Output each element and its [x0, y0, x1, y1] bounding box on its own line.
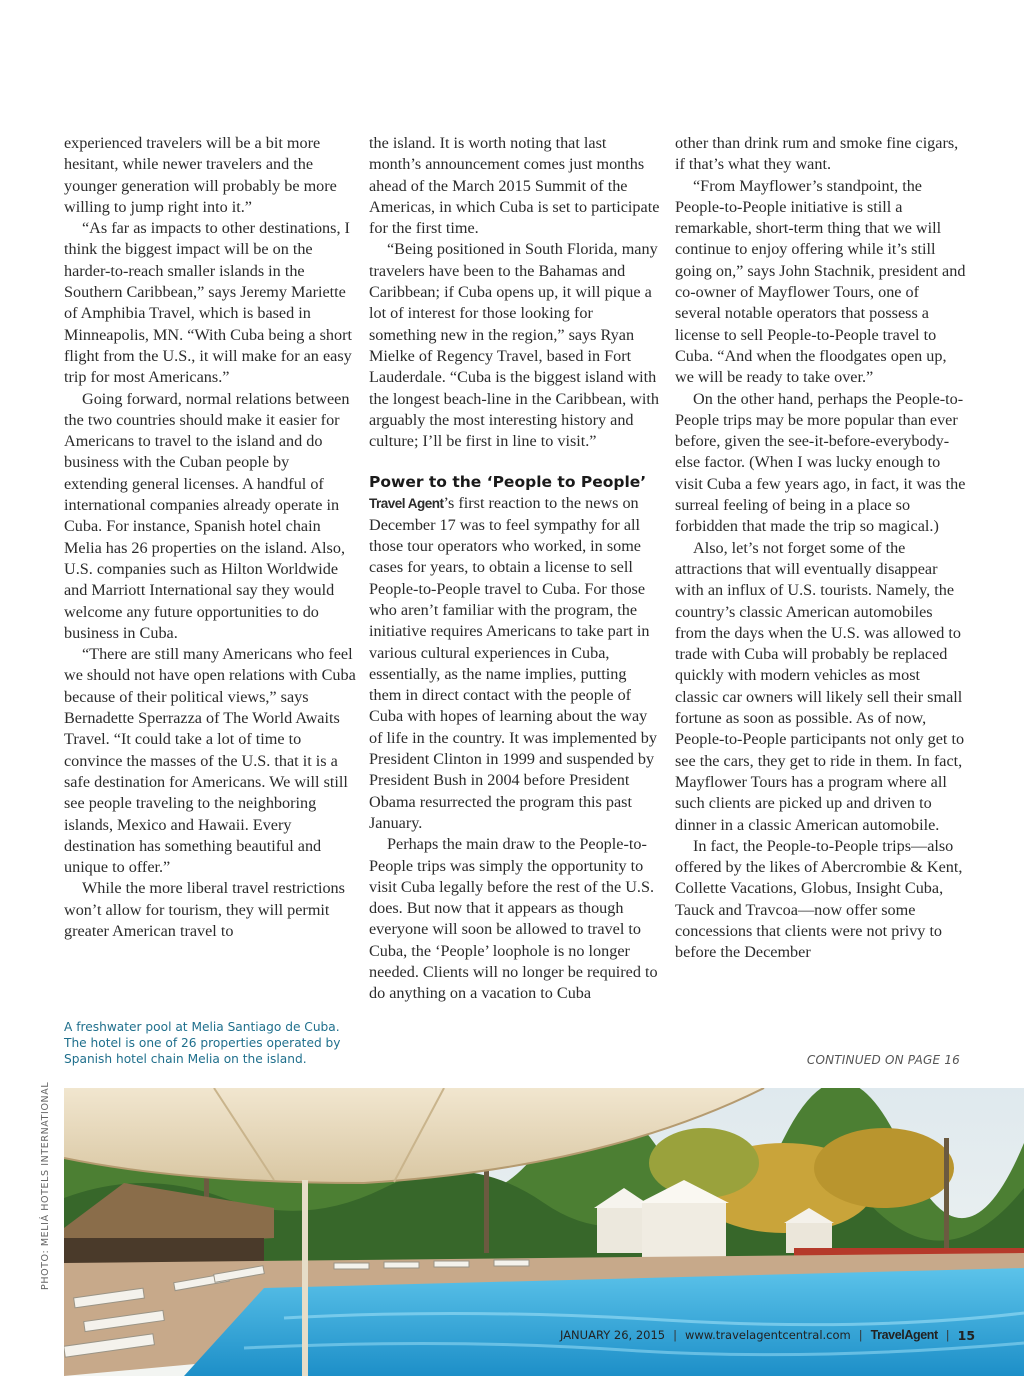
paragraph: “There are still many Americans who feel we should not have open relations with Cuba because of their political views,” says Bernadette Sperrazza of The World Awaits Travel. “It could take a lot of time to convince the masses of the U.S. that it is a safe destination for Americans. We will still see people traveling to the neighboring islands, Mexico and Hawaii. Every destination has something beautiful and unique to offer.” — [64, 645, 356, 877]
footer-separator: | — [945, 1328, 950, 1342]
paragraph: Also, let’s not forget some of the attractions that will eventually disappear with an influx of U.S. tourists. Namely, the country’s classic American automobiles from the days when the U.S. was allowed to trade with Cuba will probably be replaced quickly with modern vehicles as most classic car owners will likely sell their small fortune as soon as possible. As of now, People-to-People participants not only get to see the cars, they get to ride in them. In fact, Mayflower Tours has a program where all such clients are picked up and driven to dinner in a classic American automobile. — [675, 538, 965, 834]
paragraph: other than drink rum and smoke fine cigars, if that’s what they want. — [675, 134, 959, 174]
footer-brand: TravelAgent — [870, 1328, 938, 1342]
footer-separator: | — [858, 1328, 863, 1342]
footer-separator: | — [673, 1328, 677, 1342]
article-column-3 — [675, 133, 967, 964]
section-subhead: Power to the ‘People to People’ — [369, 473, 647, 492]
paragraph: the island. It is worth noting that last month’s announcement comes just months ahead of the March 2015 Summit of the Americas, in which Cuba is set to participate for the first time. — [369, 134, 660, 238]
article-column-1 — [64, 133, 356, 942]
photo-caption: A freshwater pool at Melia Santiago de Cuba. The hotel is one of 26 properties operated by Spanish hotel chain Melia on the island. — [64, 1020, 341, 1066]
page-footer — [560, 1325, 976, 1345]
page-number: 15 — [957, 1327, 976, 1343]
paragraph: “Being positioned in South Florida, many travelers have been to the Bahamas and Caribbean; if Cuba opens up, it will pique a lot of interest for those looking for something new in the region,” says Ryan Mielke of Regency Travel, based in Fort Lauderdale. “Cuba is the biggest island with the longest beach-line in the Caribbean, with arguably the most interesting history and culture; I’ll be first in line to visit.” — [369, 240, 659, 451]
paragraph: In fact, the People-to-People trips—also offered by the likes of Abercrombie & Kent, Collette Vacations, Globus, Insight Cuba, Tauck and Travcoa—now offer some concessions that clients were not privy to before the December — [675, 836, 963, 962]
paragraph — [369, 493, 661, 834]
photo-credit: PHOTO: MELIÁ HOTELS INTERNATIONAL — [40, 1081, 51, 1290]
paragraph: “From Mayflower’s standpoint, the People-to-People initiative is still a remarkable, short-term thing that we will continue to enjoy offering while it’s still going on,” says John Stachnik, president and co-owner of Mayflower Tours, one of several notable operators that possess a license to sell People-to-People travel to Cuba. “And when the floodgates open up, we will be ready to take over.” — [675, 176, 966, 387]
paragraph: “As far as impacts to other destinations, I think the biggest impact will be on the harder-to-reach smaller islands in the Southern Caribbean,” says Jeremy Mariette of Amphibia Travel, which is based in Minneapolis, MN. “With Cuba being a short flight from the U.S., it will make for an easy trip for most Americans.” — [64, 219, 352, 387]
paragraph: While the more liberal travel restrictions won’t allow for tourism, they will permit greater American travel to — [64, 879, 345, 940]
continued-notice: CONTINUED ON PAGE 16 — [806, 1053, 960, 1067]
paragraph: experienced travelers will be a bit more hesitant, while newer travelers and the younger generation will probably be more willing to jump right into it.” — [64, 134, 337, 216]
website-url[interactable]: www.travelagentcentral.com — [684, 1328, 851, 1342]
paragraph-text: ’s first reaction to the news on December 17 was to feel sympathy for all those tour operators who worked, in some cases for years, to obtain a license to sell People-to-People travel to Cuba. For those who aren’t familiar with the program, the initiative requires Americans to take part in various cultural experiences in Cuba, essentially, as the name implies, putting them in direct contact with the people of Cuba with hopes of learning about the way of life in the country. It was implemented by President Clinton in 1999 and suspended by President Bush in 2004 before President Obama resurrected the program this past January. — [369, 494, 657, 832]
article-column-2 — [369, 133, 661, 1005]
paragraph: On the other hand, perhaps the People-to-People trips may be more popular than ever before, given the see-it-before-everybody-else factor. (When I was lucky enough to visit Cuba a few years ago, in fact, it was the surreal feeling of being in a place so forbidden that made the trip so magical.) — [675, 389, 966, 536]
paragraph: Going forward, normal relations between the two countries should make it easier for Americans to travel to the island and do business with the Cuban people by extending general licenses. A handful of international companies already operate in Cuba. For instance, Spanish hotel chain Melia has 26 properties on the island. Also, U.S. companies such as Hilton Worldwide and Marriott International say they would welcome any future opportunities to do business in Cuba. — [64, 389, 350, 642]
issue-date: JANUARY 26, 2015 — [560, 1328, 666, 1342]
paragraph: Perhaps the main draw to the People-to-People trips was simply the opportunity to visit Cuba legally before the rest of the U.S. does. But now that it appears as though everyone will soon be allowed to travel to Cuba, the ‘People’ loophole is no longer needed. Clients will no longer be required to do anything on a vacation to Cuba — [369, 835, 658, 1003]
brand-name: Travel Agent — [369, 496, 444, 512]
